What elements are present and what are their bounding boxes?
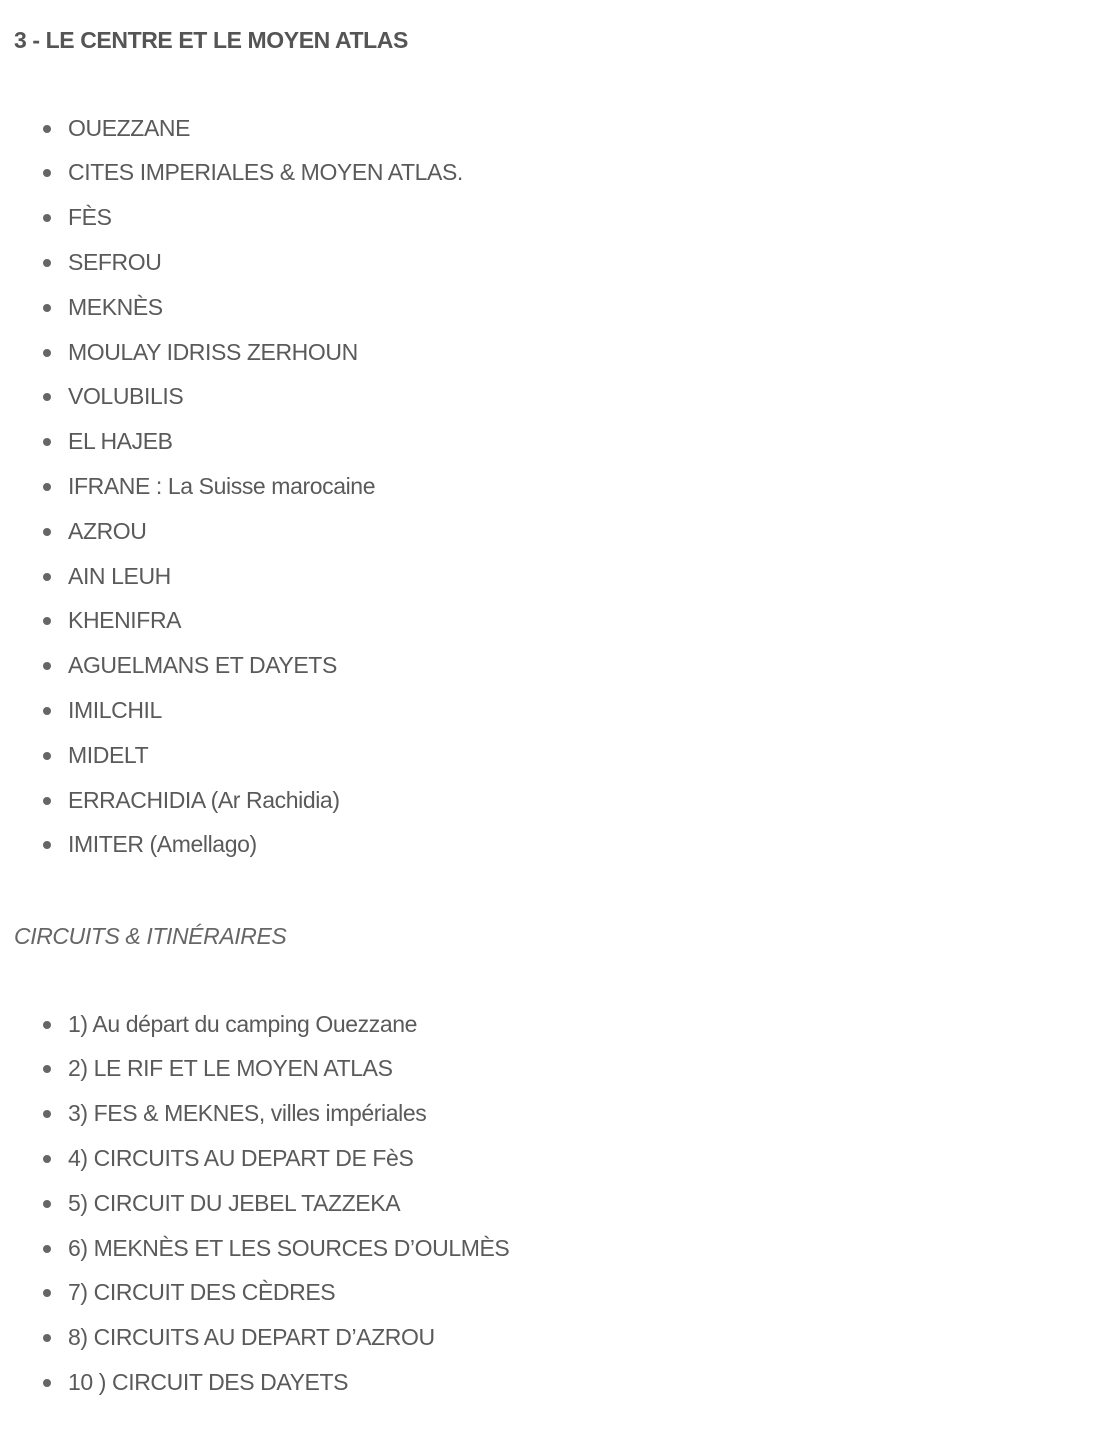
place-item [0,195,463,240]
place-item-label: AZROU [68,517,147,544]
bullet-icon [43,1065,51,1073]
place-item-label: AIN LEUH [68,562,171,589]
circuit-item-label: 6) MEKNÈS ET LES SOURCES D’OULMÈS [68,1234,510,1261]
bullet-icon [43,1110,51,1118]
bullet-icon [43,483,51,491]
bullet-icon [43,573,51,581]
circuit-item-label: 3) FES & MEKNES, villes impériales [68,1100,427,1127]
circuit-item-label: 2) LE RIF ET LE MOYEN ATLAS [68,1055,393,1082]
place-item-label: SEFROU [68,248,162,275]
circuit-item-label: 1) Au départ du camping Ouezzane [68,1010,418,1037]
place-item [0,554,463,599]
place-item [0,240,463,285]
place-item-label: MEKNÈS [68,293,163,320]
place-item-label: VOLUBILIS [68,383,184,410]
bullet-icon [43,349,51,357]
bullet-icon [43,1289,51,1297]
bullet-icon [43,259,51,267]
circuit-item [0,1002,509,1047]
bullet-icon [43,125,51,133]
place-item-label: KHENIFRA [68,607,182,634]
bullet-icon [43,841,51,849]
bullet-icon [43,438,51,446]
bullet-icon [43,304,51,312]
bullet-icon [43,393,51,401]
section-heading: 3 - LE CENTRE ET LE MOYEN ATLAS [14,27,408,53]
circuit-item-label: 10 ) CIRCUIT DES DAYETS [68,1368,349,1395]
place-item-label: FÈS [68,204,112,231]
place-item [0,419,463,464]
circuits-subheading: CIRCUITS & ITINÉRAIRES [14,923,287,949]
bullet-icon [43,752,51,760]
place-item [0,778,463,823]
place-item-label: IMITER (Amellago) [68,831,257,858]
circuit-item [0,1315,509,1360]
place-item [0,733,463,778]
bullet-icon [43,1334,51,1342]
place-item [0,374,463,419]
place-item [0,464,463,509]
place-item-label: EL HAJEB [68,428,173,455]
place-item-label: IMILCHIL [68,696,162,723]
place-item-label: CITES IMPERIALES & MOYEN ATLAS. [68,159,463,186]
bullet-icon [43,617,51,625]
bullet-icon [43,1245,51,1253]
place-item [0,509,463,554]
bullet-icon [43,214,51,222]
circuit-item [0,1226,509,1271]
circuit-item-label: 5) CIRCUIT DU JEBEL TAZZEKA [68,1189,401,1216]
bullet-icon [43,1155,51,1163]
circuit-item [0,1046,509,1091]
bullet-icon [43,662,51,670]
place-item [0,285,463,330]
circuit-item [0,1091,509,1136]
place-item-label: ERRACHIDIA (Ar Rachidia) [68,786,340,813]
bullet-icon [43,1200,51,1208]
bullet-icon [43,707,51,715]
bullet-icon [43,169,51,177]
place-item-label: MIDELT [68,741,149,768]
circuit-item [0,1181,509,1226]
place-item-label: AGUELMANS ET DAYETS [68,652,337,679]
place-item [0,822,463,867]
place-item-label: IFRANE : La Suisse marocaine [68,472,376,499]
place-item [0,643,463,688]
place-item-label: MOULAY IDRISS ZERHOUN [68,338,358,365]
bullet-icon [43,1021,51,1029]
places-list [0,106,463,868]
bullet-icon [43,1379,51,1387]
bullet-icon [43,797,51,805]
place-item [0,598,463,643]
place-item [0,106,463,151]
circuit-item-label: 4) CIRCUITS AU DEPART DE FèS [68,1144,414,1171]
place-item [0,330,463,375]
place-item [0,150,463,195]
circuit-item [0,1270,509,1315]
place-item-label: OUEZZANE [68,114,191,141]
circuit-item [0,1360,509,1405]
circuit-item-label: 8) CIRCUITS AU DEPART D’AZROU [68,1324,435,1351]
circuits-list [0,1002,509,1405]
circuit-item [0,1136,509,1181]
place-item [0,688,463,733]
bullet-icon [43,528,51,536]
circuit-item-label: 7) CIRCUIT DES CÈDRES [68,1279,336,1306]
